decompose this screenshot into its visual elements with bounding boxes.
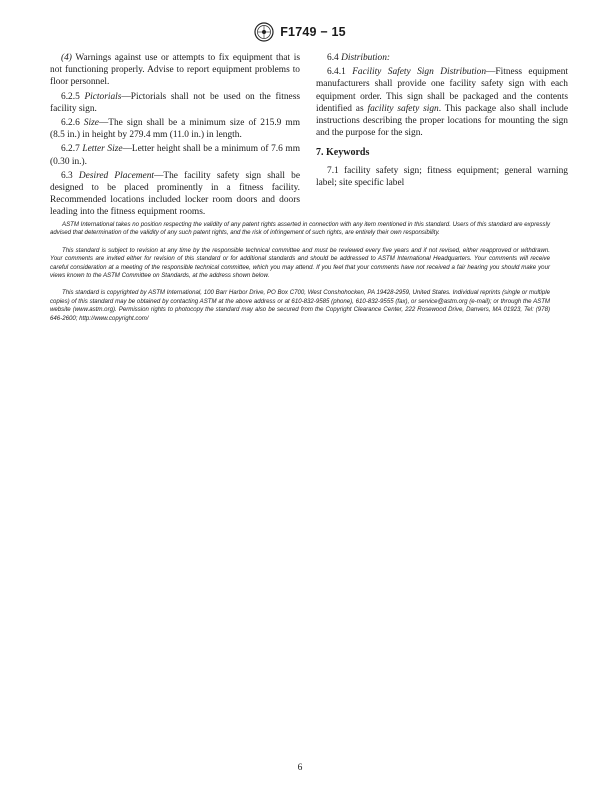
astm-notices xyxy=(50,221,550,332)
paragraph-6-2-6 xyxy=(50,117,300,141)
paragraph-text: Warnings against use or attempts to fix equipment that is not functioning properly. Advise to report equipment problems to floor personnel. xyxy=(50,53,300,88)
paragraph-text: —The sign shall be a minimum size of 215.9 mm (8.5 in.) in height by 279.4 mm (11.0 in.) in length. xyxy=(50,118,300,141)
page-header xyxy=(0,22,600,42)
section-term: Size xyxy=(83,118,99,129)
emphasized-term: facility safety sign xyxy=(367,103,439,114)
paragraph-7-1: 7.1 facility safety sign; fitness equipment; general warning label; site specific label xyxy=(316,165,568,188)
patent-notice: ASTM International takes no position respecting the validity of any patent rights asserted in connection with any item mentioned in this standard. Users of this standard are expressly advised that determination of the validity of any such patent rights, and the risk of infringement of such rights, are entirely their own responsibility. xyxy=(50,221,550,237)
paragraph-6-4 xyxy=(316,52,568,64)
page-number: 6 xyxy=(297,763,303,773)
item-number: (4) xyxy=(61,53,72,63)
copyright-notice: This standard is copyrighted by ASTM International, 100 Barr Harbor Drive, PO Box C700, West Conshohocken, PA 19428-2959, United States. Individual reprints (single or multiple copies) of this standard may be obtained by contacting ASTM at the above address or at 610-832-9585 (phone), 610-832-9555 (fax), or service@astm.org (e-mail); or through the ASTM website (www.astm.org). Permission rights to photocopy the standard may also be secured from the Copyright Clearance Center, 222 Rosewood Drive, Danvers, MA 01923, Tel: (978) 646-2600; http://www.copyright.com/ xyxy=(50,289,550,322)
section-number: 6.2.7 xyxy=(61,144,83,155)
revision-notice: This standard is subject to revision at any time by the responsible technical committee and must be reviewed every five years and if not revised, either reapproved or withdrawn. Your comments are invited either for revision of this standard or for additional standards and should be addressed to ASTM International Headquarters. Your comments will receive careful consideration at a meeting of the responsible technical committee, which you may attend. If you feel that your comments have not received a fair hearing you should make your views known to the ASTM Committee on Standards, at the address shown below. xyxy=(50,246,550,280)
paragraph-6-4-1 xyxy=(316,66,568,139)
section-term: Facility Safety Sign Distribution xyxy=(352,67,487,78)
keywords-heading: 7. Keywords xyxy=(316,147,370,159)
section-term: Distribution: xyxy=(341,53,391,63)
section-term: Pictorials xyxy=(84,91,122,102)
section-number: 6.4.1 xyxy=(327,67,353,78)
section-number: 6.4 xyxy=(327,53,342,63)
paragraph-text: —Fitness equipment manufacturers shall provide one facility safety sign with each equipment order. This sign shall be packaged and the contents identified as xyxy=(316,67,568,114)
paragraph-text: . This package also shall include instructions describing the proper locations for mounting the sign and the purpose for the sign. xyxy=(316,103,568,139)
section-term: Letter Size xyxy=(82,144,123,155)
section-number: 6.3 xyxy=(61,170,79,181)
right-column xyxy=(316,52,568,191)
paragraph-text: —Pictorials shall not be used on the fitness facility sign. xyxy=(50,91,301,114)
paragraph-text: —Letter height shall be a minimum of 7.6 mm (0.30 in.). xyxy=(50,144,301,167)
section-term: Desired Placement xyxy=(78,170,154,181)
paragraph-6-2-7 xyxy=(50,143,300,167)
section-number: 6.2.6 xyxy=(61,118,84,129)
section-number: 6.2.5 xyxy=(61,91,85,102)
paragraph-6-2-5 xyxy=(50,91,300,115)
astm-logo-icon xyxy=(254,22,274,42)
document-designation: F1749 − 15 xyxy=(280,25,346,39)
left-column xyxy=(50,52,300,221)
paragraph-text: —The facility safety sign shall be designed to be placed prominently in a fitness facility. Recommended locations included locker room doors and doors leading into the fitness equipment rooms. xyxy=(50,170,300,218)
paragraph-6-3 xyxy=(50,170,300,219)
paragraph-warnings xyxy=(50,52,300,89)
